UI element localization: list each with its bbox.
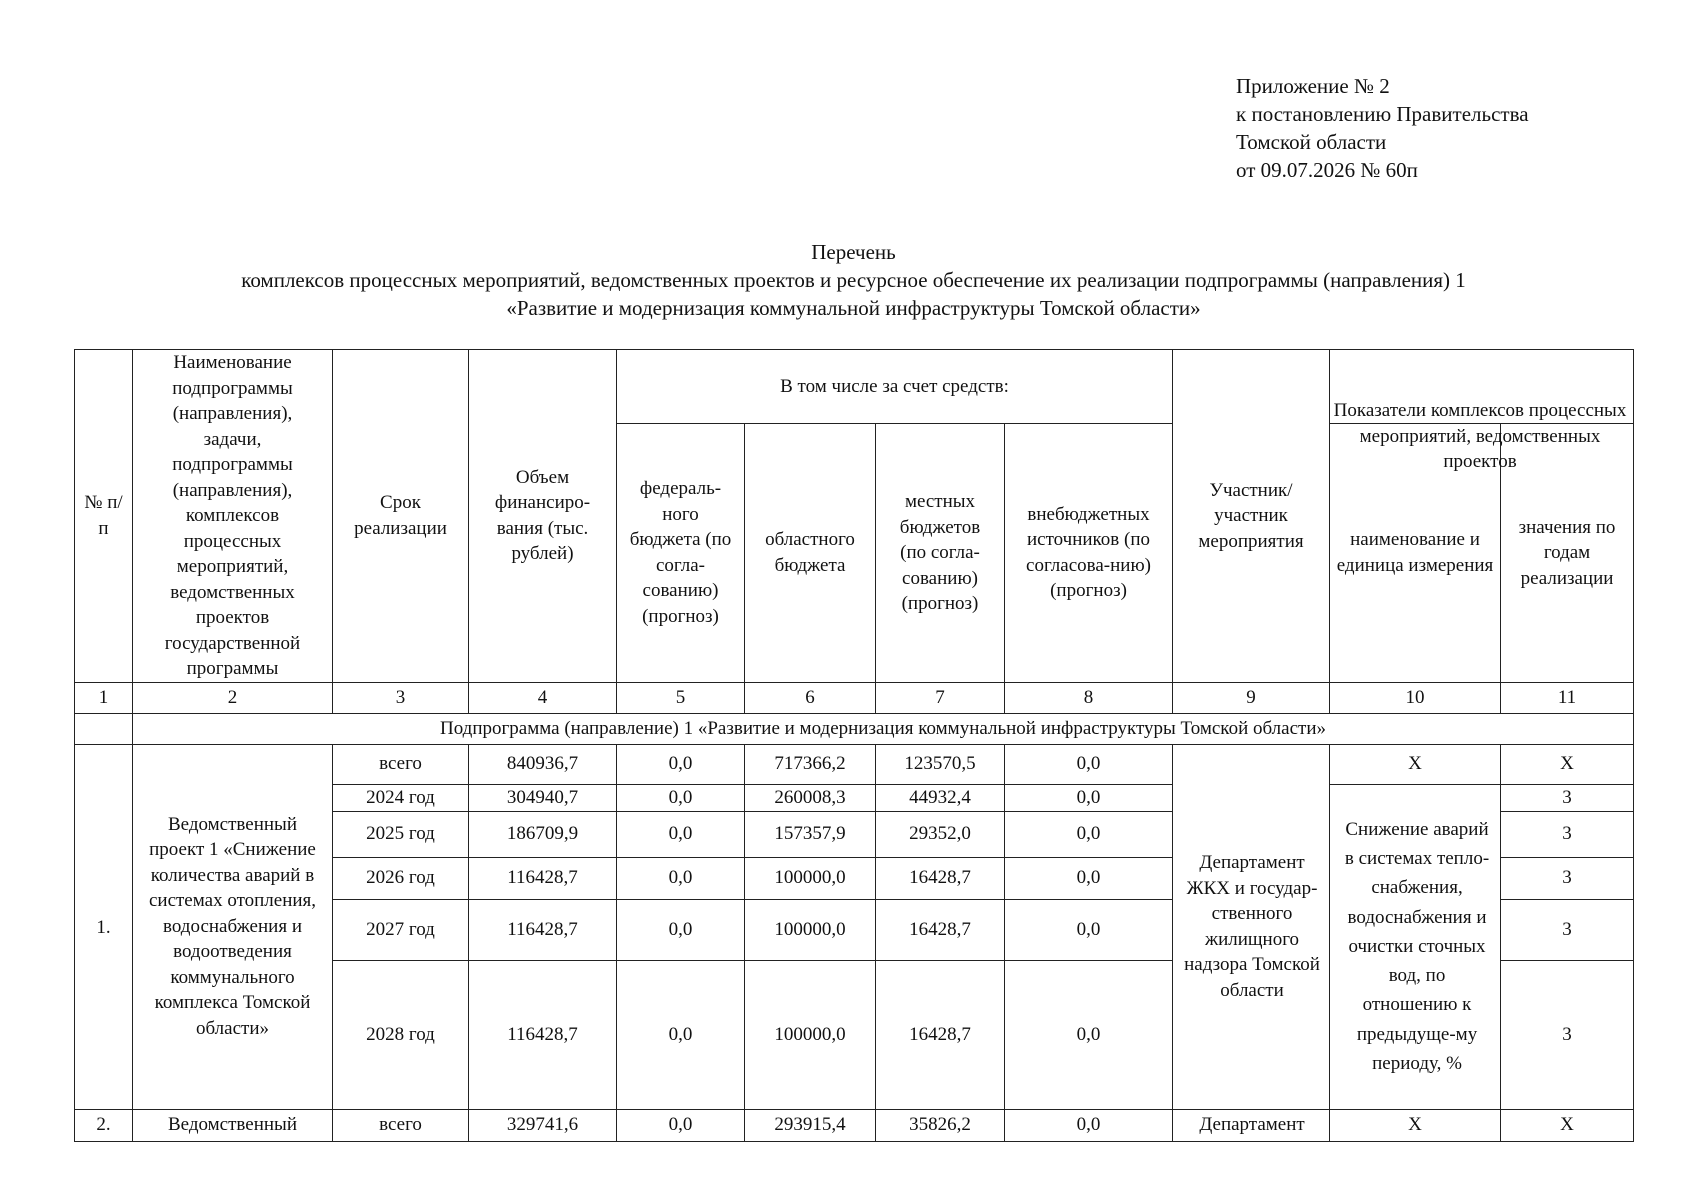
project1-extra: 0,0	[1005, 784, 1173, 811]
project1-federal: 0,0	[617, 899, 745, 960]
header-local: местных бюджетов (по согла-сованию) (прогноз)	[876, 424, 1005, 682]
project1-ind-value: 3	[1501, 784, 1634, 811]
project2-participant: Департамент	[1173, 1109, 1330, 1141]
project1-volume: 116428,7	[469, 857, 617, 899]
project1-local: 16428,7	[876, 960, 1005, 1109]
project1-ind-value: 3	[1501, 857, 1634, 899]
project2-ind-name: X	[1330, 1109, 1501, 1141]
col-number: 8	[1005, 682, 1173, 713]
col-number: 7	[876, 682, 1005, 713]
header-num: № п/п	[75, 350, 133, 683]
project2-ind-value: X	[1501, 1109, 1634, 1141]
project1-term: 2028 год	[333, 960, 469, 1109]
project1-extra: 0,0	[1005, 960, 1173, 1109]
project1-federal: 0,0	[617, 744, 745, 784]
header-term: Срок реализации	[333, 350, 469, 683]
header-incl: В том числе за счет средств:	[617, 350, 1173, 424]
project1-volume: 304940,7	[469, 784, 617, 811]
col-number: 9	[1173, 682, 1330, 713]
project1-federal: 0,0	[617, 857, 745, 899]
header-ind-name: наименование и единица измерения	[1330, 424, 1501, 682]
project2-term: всего	[333, 1109, 469, 1141]
project1-term: 2024 год	[333, 784, 469, 811]
header-federal: федераль-ного бюджета (по согла-сованию) (прогноз)	[617, 424, 745, 682]
project2-federal: 0,0	[617, 1109, 745, 1141]
table-row	[75, 1109, 1634, 1141]
col-number: 6	[745, 682, 876, 713]
project1-extra: 0,0	[1005, 899, 1173, 960]
project2-num: 2.	[75, 1109, 133, 1141]
project1-local: 29352,0	[876, 811, 1005, 857]
project1-ind-value: 3	[1501, 899, 1634, 960]
project2-volume: 329741,6	[469, 1109, 617, 1141]
column-numbers-row	[75, 682, 1634, 713]
project1-term: 2026 год	[333, 857, 469, 899]
project1-volume: 116428,7	[469, 899, 617, 960]
project1-volume: 116428,7	[469, 960, 617, 1109]
title-line-1: Перечень	[811, 240, 896, 264]
header-ind-values: значения по годам реализации	[1501, 424, 1634, 682]
project1-volume: 186709,9	[469, 811, 617, 857]
project1-regional: 717366,2	[745, 744, 876, 784]
header-regional: областного бюджета	[745, 424, 876, 682]
project1-name: Ведомственный проект 1 «Снижение количества аварий в системах отопления, водоснабжения и водоотведения коммунального комплекса Томской области»	[133, 744, 333, 1109]
project2-local: 35826,2	[876, 1109, 1005, 1141]
project1-regional: 100000,0	[745, 857, 876, 899]
project1-participant: Департамент ЖКХ и государ-ственного жилищного надзора Томской области	[1173, 744, 1330, 1109]
appendix-line-1: Приложение № 2	[1236, 74, 1390, 98]
project1-ind-name-total: X	[1330, 744, 1501, 784]
project2-name: Ведомственный	[133, 1109, 333, 1141]
project1-federal: 0,0	[617, 811, 745, 857]
project1-term: 2025 год	[333, 811, 469, 857]
project1-volume: 840936,7	[469, 744, 617, 784]
table-row	[75, 744, 1634, 784]
header-indicators-text: Показатели комплексов процессных мероприятий, ведомственных проектов	[1333, 400, 1627, 472]
header-participant: Участник/ участник мероприятия	[1173, 350, 1330, 683]
header-name: Наименование подпрограммы (направления), задачи, подпрограммы (направления), комплексов процессных мероприятий, ведомственных проектов государственной программы	[133, 350, 333, 683]
project1-local: 44932,4	[876, 784, 1005, 811]
col-number: 10	[1330, 682, 1501, 713]
appendix-line-2: к постановлению Правительства	[1236, 102, 1529, 126]
project1-local: 16428,7	[876, 899, 1005, 960]
project1-ind-value-total: X	[1501, 744, 1634, 784]
project1-term: 2027 год	[333, 899, 469, 960]
col-number: 5	[617, 682, 745, 713]
header-volume: Объем финансиро-вания (тыс. рублей)	[469, 350, 617, 683]
document-title	[75, 238, 1632, 322]
subprogram-num-empty	[75, 713, 133, 744]
project1-local: 16428,7	[876, 857, 1005, 899]
title-line-2: комплексов процессных мероприятий, ведомственных проектов и ресурсное обеспечение их реализации подпрограммы (направления) 1	[241, 268, 1466, 292]
project1-ind-value: 3	[1501, 960, 1634, 1109]
project1-regional: 100000,0	[745, 960, 876, 1109]
col-number: 11	[1501, 682, 1634, 713]
appendix-line-4: от 09.07.2026 № 60п	[1236, 158, 1418, 182]
project2-extra: 0,0	[1005, 1109, 1173, 1141]
col-number: 3	[333, 682, 469, 713]
header-extra: внебюджетных источников (по согласова-нию) (прогноз)	[1005, 424, 1173, 682]
title-line-3: «Развитие и модернизация коммунальной инфраструктуры Томской области»	[506, 296, 1201, 320]
appendix-line-3: Томской области	[1236, 130, 1387, 154]
project1-extra: 0,0	[1005, 744, 1173, 784]
project1-num: 1.	[75, 744, 133, 1109]
col-number: 4	[469, 682, 617, 713]
project1-extra: 0,0	[1005, 857, 1173, 899]
project1-indicator-name: Снижение аварий в системах тепло-снабжения, водоснабжения и очистки сточных вод, по отношению к предыдуще-му периоду, %	[1330, 784, 1501, 1109]
appendix-block	[1236, 72, 1529, 184]
project1-federal: 0,0	[617, 960, 745, 1109]
project1-regional: 260008,3	[745, 784, 876, 811]
subprogram-title: Подпрограмма (направление) 1 «Развитие и модернизация коммунальной инфраструктуры Томской области»	[133, 713, 1634, 744]
project1-local: 123570,5	[876, 744, 1005, 784]
project1-federal: 0,0	[617, 784, 745, 811]
project1-regional: 157357,9	[745, 811, 876, 857]
project1-ind-value: 3	[1501, 811, 1634, 857]
col-number: 2	[133, 682, 333, 713]
project2-regional: 293915,4	[745, 1109, 876, 1141]
col-number: 1	[75, 682, 133, 713]
subprogram-row	[75, 713, 1634, 744]
project1-term: всего	[333, 744, 469, 784]
project1-extra: 0,0	[1005, 811, 1173, 857]
project1-regional: 100000,0	[745, 899, 876, 960]
